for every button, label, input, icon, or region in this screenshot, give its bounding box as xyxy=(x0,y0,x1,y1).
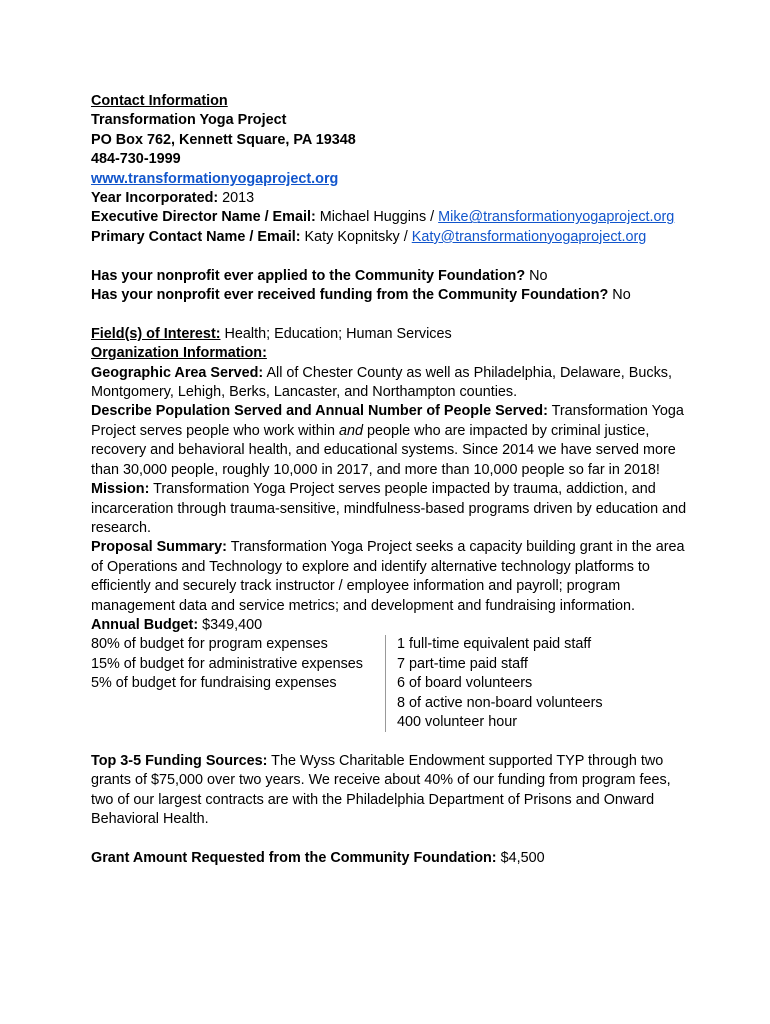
staff-item: 1 full-time equivalent paid staff xyxy=(397,636,592,653)
exec-director-row: Executive Director Name / Email: Michael Huggins / Mike@transformationyogaproject.org xyxy=(91,209,675,226)
primary-contact-row: Primary Contact Name / Email: Katy Kopnitsky / Katy@transformationyogaproject.org xyxy=(91,228,647,245)
spacer xyxy=(91,829,691,848)
phone: 484-730-1999 xyxy=(91,151,181,168)
org-info-heading: Organization Information: xyxy=(91,345,267,362)
grant-row: Grant Amount Requested from the Community Foundation: $4,500 xyxy=(91,849,545,866)
applied-row: Has your nonprofit ever applied to the Community Foundation? No xyxy=(91,267,548,284)
website-row xyxy=(91,170,691,189)
spacer xyxy=(91,732,691,751)
budget-table xyxy=(91,635,691,732)
budget-breakdown-item: 15% of budget for administrative expenses xyxy=(91,655,363,672)
staff-item: 8 of active non-board volunteers xyxy=(397,694,603,711)
staff-item: 400 volunteer hour xyxy=(397,713,518,730)
staff-item: 6 of board volunteers xyxy=(397,675,533,692)
population-paragraph: Describe Population Served and Annual Number of People Served: Transformation Yoga Project serves people who work within and people who are impacted by criminal justice, recovery and behavioral health, and educational systems. Since 2014 we have served more than 30,000 people, roughly 10,000 in 2017, and more than 10,000 people so far in 2018! xyxy=(91,403,684,478)
primary-email-link[interactable]: Katy@transformationyogaproject.org xyxy=(411,228,647,245)
staff-column xyxy=(385,635,603,732)
staff-item: 7 part-time paid staff xyxy=(397,655,528,672)
year-row: Year Incorporated: 2013 xyxy=(91,190,255,207)
spacer xyxy=(91,305,691,324)
funded-row: Has your nonprofit ever received funding from the Community Foundation? No xyxy=(91,287,631,304)
org-name: Transformation Yoga Project xyxy=(91,112,287,129)
exec-email-link[interactable]: Mike@transformationyogaproject.org xyxy=(438,209,675,226)
budget-breakdown-item: 80% of budget for program expenses xyxy=(91,636,328,653)
document-body xyxy=(91,92,691,868)
website-link[interactable]: www.transformationyogaproject.org xyxy=(91,170,339,187)
budget-breakdown-column xyxy=(91,635,385,732)
address: PO Box 762, Kennett Square, PA 19348 xyxy=(91,131,356,148)
contact-heading: Contact Information xyxy=(91,93,228,109)
budget-row: Annual Budget: $349,400 xyxy=(91,616,263,633)
budget-breakdown-item: 5% of budget for fundraising expenses xyxy=(91,675,337,692)
geo-paragraph: Geographic Area Served: All of Chester County as well as Philadelphia, Delaware, Bucks, Montgomery, Lehigh, Berks, Lancaster, and Northampton counties. xyxy=(91,364,672,401)
fields-row: Field(s) of Interest: Health; Education; Human Services xyxy=(91,325,452,342)
mission-paragraph: Mission: Transformation Yoga Project serves people impacted by trauma, addiction, and incarceration through trauma-sensitive, mindfulness-based programs driven by education and research. xyxy=(91,481,687,536)
proposal-paragraph: Proposal Summary: Transformation Yoga Project seeks a capacity building grant in the area of Operations and Technology to explore and identify alternative technology platforms to efficiently and securely track instructor / employee information and payroll; program management data and service metrics; and development and fundraising information. xyxy=(91,539,685,614)
spacer xyxy=(91,247,691,266)
funding-paragraph: Top 3-5 Funding Sources: The Wyss Charitable Endowment supported TYP through two grants of $75,000 over two years. We receive about 40% of our funding from program fees, two of our largest contracts are with the Philadelphia Department of Prisons and Onward Behavioral Health. xyxy=(91,752,671,827)
